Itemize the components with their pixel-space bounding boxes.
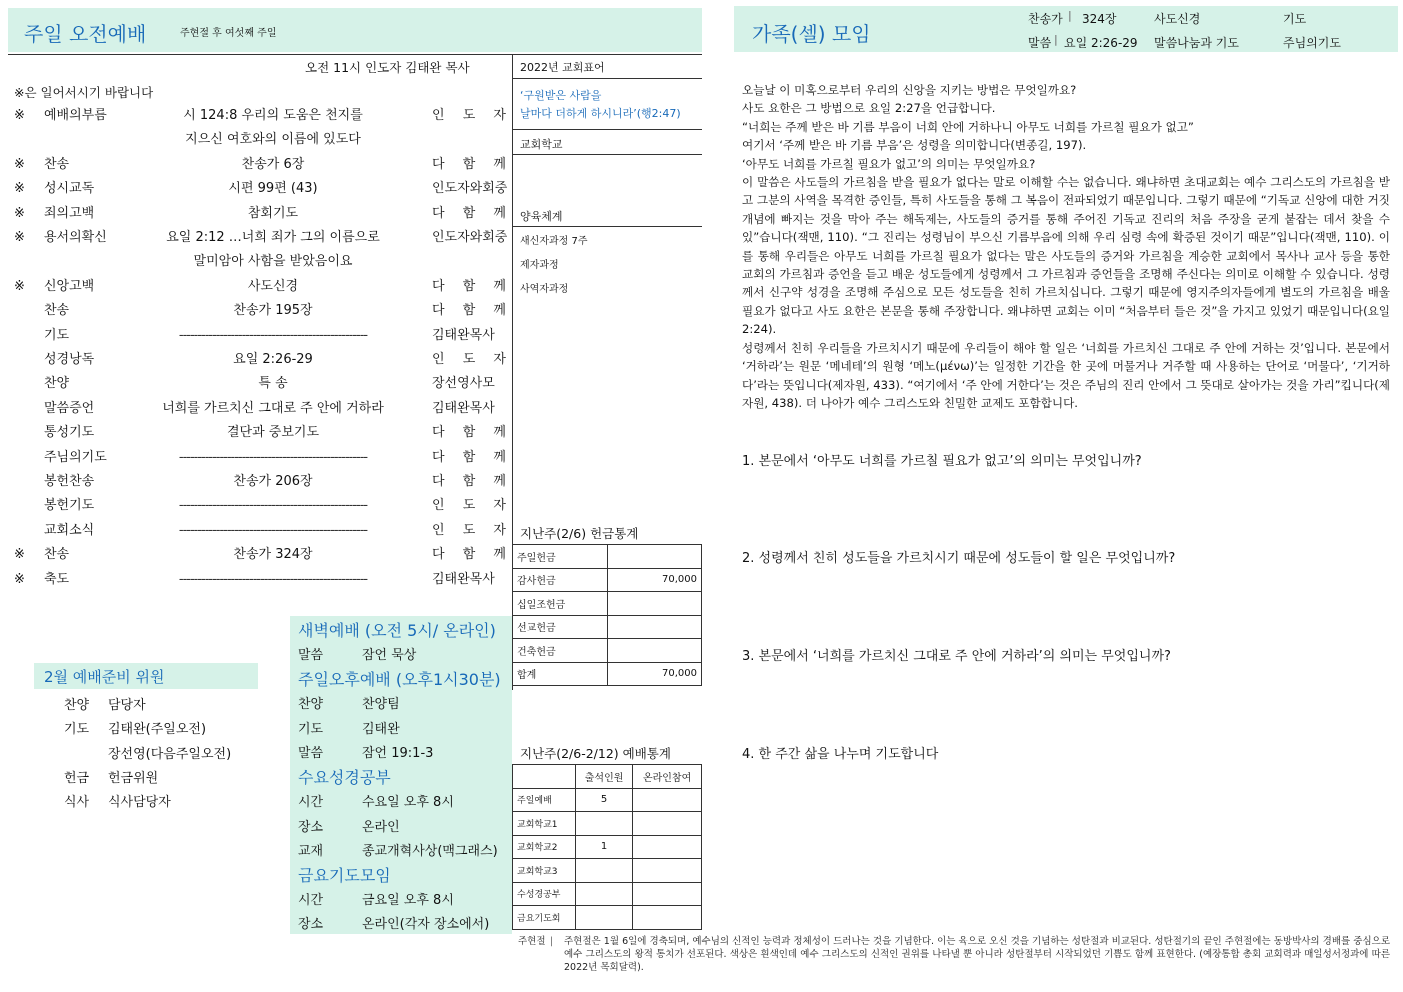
motto-underline xyxy=(512,78,702,79)
prep-person: 식사담당자 xyxy=(108,795,171,811)
service-row xyxy=(0,324,512,348)
stand-mark: ※ xyxy=(14,156,25,172)
service-row xyxy=(0,519,512,543)
service-content: 시 124:8 우리의 도움은 천지를 xyxy=(183,108,363,123)
attendance-label: 교회학교2 xyxy=(513,835,576,859)
attendance-table xyxy=(512,764,702,930)
discussion-question: 4. 한 주간 삶을 나누며 기도합니다 xyxy=(742,747,939,762)
offering-amount xyxy=(608,615,702,639)
schedule-value: 찬양팀 xyxy=(362,697,400,713)
prep-person: 담당자 xyxy=(108,698,146,713)
attendance-label: 교회학교1 xyxy=(513,812,576,836)
attendance-header-row xyxy=(513,765,702,789)
service-item: 찬송 xyxy=(44,156,70,172)
prep-role: 식사 xyxy=(64,795,90,811)
offering-row xyxy=(513,639,702,663)
service-leader: 인 도 자 xyxy=(432,498,506,514)
attendance-online xyxy=(633,906,702,930)
attendance-online xyxy=(633,812,702,836)
service-item: 찬송 xyxy=(44,547,70,563)
service-row xyxy=(0,543,512,567)
schedule-value: 수요일 오후 8시 xyxy=(362,795,454,811)
service-row xyxy=(0,226,512,250)
service-leader: 다 함 께 xyxy=(432,156,506,172)
cell-creed: 사도신경 xyxy=(1154,12,1201,26)
service-item: 기도 xyxy=(44,327,70,343)
schedule-key: 말씀 xyxy=(298,745,324,761)
service-content: --------------------------------------------------- xyxy=(178,522,368,538)
training-underline xyxy=(512,226,702,227)
discussion-question: 3. 본문에서 ‘너희를 가르치신 그대로 주 안에 거하라’의 의미는 무엇입니까? xyxy=(742,649,1171,664)
attendance-row xyxy=(513,835,702,859)
schedule-title: 주일오후예배 (오후1시30분) xyxy=(298,670,501,690)
cell-lords-prayer: 주님의기도 xyxy=(1283,36,1341,50)
service-row xyxy=(0,421,512,445)
stand-mark: ※ xyxy=(14,547,25,563)
offering-amount xyxy=(608,592,702,616)
service-row xyxy=(0,348,512,372)
service-leader: 인도자와회중 xyxy=(432,181,508,197)
service-content: 참회기도 xyxy=(247,205,299,221)
service-content: --------------------------------------------------- xyxy=(178,327,368,343)
schedule-title: 새벽예배 (오전 5시/ 온라인) xyxy=(298,621,496,640)
offering-table xyxy=(512,544,702,686)
offering-label: 감사헌금 xyxy=(513,568,608,592)
service-content: 찬송가 195장 xyxy=(233,303,313,319)
service-content: 사도신경 xyxy=(247,278,299,294)
service-content: 시편 99편 (43) xyxy=(228,181,318,197)
schedule-key: 시간 xyxy=(298,795,324,811)
stand-mark: ※ xyxy=(14,181,25,197)
service-item: 봉헌찬송 xyxy=(44,474,95,489)
stand-mark: ※ xyxy=(14,278,25,294)
leader-line: 오전 11시 인도자 김태완 목사 xyxy=(305,60,470,75)
offering-label: 선교헌금 xyxy=(513,615,608,639)
service-content: 찬송가 324장 xyxy=(233,547,313,563)
service-row xyxy=(0,153,512,177)
article-paragraph: 오늘날 이 미혹으로부터 우리의 신앙을 지키는 방법은 무엇일까요? xyxy=(742,83,1077,97)
service-leader: 인 도 자 xyxy=(432,352,506,367)
schedule-key: 장소 xyxy=(298,917,324,933)
attendance-header xyxy=(513,765,576,789)
schedule-value: 잠언 19:1-3 xyxy=(362,745,434,761)
offering-row xyxy=(513,615,702,639)
schedule-value: 온라인 xyxy=(362,819,400,835)
offering-amount xyxy=(608,639,702,663)
service-leader: 다 함 께 xyxy=(432,449,506,465)
schedule-key: 찬양 xyxy=(298,697,324,713)
service-leader: 인 도 자 xyxy=(432,108,506,123)
worship-title: 주일 오전예배 xyxy=(24,22,147,46)
prep-title: 2월 예배준비 위원 xyxy=(44,668,165,686)
service-content: 말미암아 사함을 받았음이요 xyxy=(193,254,353,270)
offering-label: 건축헌금 xyxy=(513,639,608,663)
schedule-value: 잠언 묵상 xyxy=(362,648,417,663)
service-leader: 장선영사모 xyxy=(432,376,495,392)
service-item: 말씀증언 xyxy=(44,400,95,416)
service-leader: 다 함 께 xyxy=(432,425,506,441)
worship-subtitle: 주현절 후 여섯째 주일 xyxy=(180,28,277,39)
schedule-value: 종교개혁사상(맥그래스) xyxy=(362,843,498,859)
attendance-online xyxy=(633,788,702,812)
service-item: 용서의확신 xyxy=(44,230,107,245)
service-leader: 김태완목사 xyxy=(432,327,495,343)
attendance-label: 교회학교3 xyxy=(513,859,576,883)
footnote-sep: | xyxy=(550,936,554,947)
cell-hymn-label: 찬송가 xyxy=(1028,12,1063,26)
service-row xyxy=(0,202,512,226)
service-item: 성경낭독 xyxy=(44,352,95,367)
service-content: 요일 2:26-29 xyxy=(233,352,313,367)
service-content: 결단과 중보기도 xyxy=(226,425,320,441)
prep-header xyxy=(34,663,258,689)
prep-role: 헌금 xyxy=(64,770,90,786)
service-item: 교회소식 xyxy=(44,522,95,538)
schedule-value: 금요일 오후 8시 xyxy=(362,893,454,909)
prep-role: 찬양 xyxy=(64,698,90,713)
attendance-online xyxy=(633,882,702,906)
service-content: --------------------------------------------------- xyxy=(178,449,368,465)
service-leader: 다 함 께 xyxy=(432,205,506,221)
footnote-label: 주현절 xyxy=(518,936,546,947)
service-row xyxy=(0,177,512,201)
article-paragraph: ‘아무도 너희를 가르칠 필요가 없고’의 의미는 무엇일까요? xyxy=(742,156,1036,171)
footnote-text: 주현절은 1월 6일에 경축되며, 예수님의 신적인 능력과 정체성이 드러나는 것을 기념한다. 이는 육으로 오신 것을 기념하는 성탄절과 비교된다. 성탄절기의 끝인 주현절에는 동방박사의 경배를 중심으로 예수 그리스도의 왕적 통치가 선포된다. 색상은 흰색인데 예수 그리스도의 신적인 권위를 나타낼 뿐 아니라 성탄절부터 시작되었던 기쁨도 함께 표현한다. (예장통합 총회 교회력과 매일성서정과에 따른 2022년 목회달력). xyxy=(564,936,1390,973)
service-row xyxy=(0,470,512,494)
schedule-value: 김태완 xyxy=(362,721,400,737)
service-item: 찬송 xyxy=(44,303,70,319)
service-item: 축도 xyxy=(44,571,70,587)
attendance-row xyxy=(513,788,702,812)
offering-label: 십일조헌금 xyxy=(513,592,608,616)
service-row xyxy=(0,372,512,396)
schedule-value: 온라인(각자 장소에서) xyxy=(362,917,490,933)
cell-article xyxy=(742,81,1390,412)
service-row xyxy=(0,446,512,470)
cell-hymn-sep: | xyxy=(1068,9,1072,22)
motto-line-1: ‘구원받은 사람을 xyxy=(520,89,602,102)
prep-person: 장선영(다음주일오전) xyxy=(108,746,232,762)
church-school-label: 교회학교 xyxy=(520,138,563,151)
schedule-key: 교재 xyxy=(298,843,324,859)
service-item: 성시교독 xyxy=(44,181,95,197)
attendance-header: 출석인원 xyxy=(576,765,633,789)
order-of-service xyxy=(0,0,512,600)
service-content: 지으신 여호와의 이름에 있도다 xyxy=(185,132,361,148)
prep-person: 헌금위원 xyxy=(108,770,159,786)
cell-share: 말씀나눔과 기도 xyxy=(1154,36,1239,50)
article-paragraph: “너희는 주께 받은 바 기름 부음이 너희 안에 거하나니 아무도 너희를 가르칠 필요가 없고” xyxy=(742,119,1194,134)
stand-mark: ※ xyxy=(14,571,25,587)
attendance-count xyxy=(576,859,633,883)
offering-row xyxy=(513,545,702,569)
motto-title: 2022년 교회표어 xyxy=(520,61,605,74)
service-item: 예배의부름 xyxy=(44,108,107,123)
attendance-online xyxy=(633,859,702,883)
service-row xyxy=(0,494,512,518)
attendance-count xyxy=(576,812,633,836)
schedule-key: 장소 xyxy=(298,819,324,835)
attendance-label: 주일예배 xyxy=(513,788,576,812)
service-item: 신앙고백 xyxy=(44,278,95,294)
offering-amount: 70,000 xyxy=(608,662,702,686)
discussion-question: 2. 성령께서 친히 성도들을 가르치시기 때문에 성도들이 할 일은 무엇입니까? xyxy=(742,551,1176,566)
service-item: 죄의고백 xyxy=(44,205,95,221)
service-row xyxy=(0,128,512,152)
service-leader: 다 함 께 xyxy=(432,278,506,294)
offering-amount xyxy=(608,545,702,569)
service-leader: 김태완목사 xyxy=(432,400,495,416)
service-leader: 김태완목사 xyxy=(432,571,495,587)
attendance-row xyxy=(513,906,702,930)
attendance-count xyxy=(576,882,633,906)
prep-person: 김태완(주일오전) xyxy=(108,722,207,738)
attendance-label: 수성경공부 xyxy=(513,882,576,906)
service-row xyxy=(0,275,512,299)
schedule-key: 말씀 xyxy=(298,648,324,663)
cell-prayer: 기도 xyxy=(1283,12,1307,26)
header-underline xyxy=(8,54,702,55)
service-row xyxy=(0,250,512,274)
prep-role: 기도 xyxy=(64,722,90,738)
schedule-key: 시간 xyxy=(298,893,324,909)
schedule-title: 금요기도모임 xyxy=(298,866,391,886)
service-content: 특 송 xyxy=(258,376,288,392)
motto-bottom-rule xyxy=(512,129,702,130)
attendance-count: 1 xyxy=(576,835,633,859)
article-paragraph: 여기서 ‘주께 받은 바 기름 부음’은 성령을 의미합니다(변종길, 197). xyxy=(742,138,1087,153)
course-minister: 사역자과정 xyxy=(520,284,569,295)
service-row xyxy=(0,299,512,323)
attendance-title: 지난주(2/6-2/12) 예배통계 xyxy=(520,746,671,761)
offering-row xyxy=(513,592,702,616)
cell-word-sep: | xyxy=(1054,33,1058,46)
stand-mark: ※ xyxy=(14,230,25,245)
service-row xyxy=(0,104,512,128)
footnote xyxy=(518,935,1390,974)
motto-line-2: 날마다 더하게 하시니라’(행2:47) xyxy=(520,107,681,120)
service-leader: 인도자와회중 xyxy=(432,230,508,245)
training-label: 양육체계 xyxy=(520,210,563,223)
schedule-key: 기도 xyxy=(298,721,324,737)
cell-title: 가족(셀) 모임 xyxy=(752,22,871,46)
offering-label: 주일헌금 xyxy=(513,545,608,569)
attendance-row xyxy=(513,882,702,906)
service-content: --------------------------------------------------- xyxy=(178,498,368,514)
service-item: 봉헌기도 xyxy=(44,498,95,514)
stand-mark: ※ xyxy=(14,108,25,123)
attendance-header: 온라인참여 xyxy=(633,765,702,789)
service-row xyxy=(0,568,512,592)
attendance-row xyxy=(513,812,702,836)
article-paragraph: 성령께서 친히 우리들을 가르치시기 때문에 우리들이 해야 할 일은 ‘너희를 가르치신 그대로 주 안에 거하는 것’입니다. 본문에서 ‘거하라’는 원문 ‘메네테’의 원형 ‘메노(μένω)’는 일정한 기간을 한 곳에 머물거나 거주할 때 사용하는 단어로 ‘머물다’, ‘기거하다’라는 뜻입니다(제자원, 433). “여기에서 ‘주 안에 거한다’는 것은 주님의 진리 안에서 그 뜻대로 살아가는 것을 가리”킵니다(제자원, 438). 더 나아가 예수 그리스도와 친밀한 교제도 포함합니다. xyxy=(742,340,1390,410)
service-content: 요일 2:12 …너희 죄가 그의 이름으로 xyxy=(166,230,380,245)
service-item: 통성기도 xyxy=(44,425,95,441)
offering-title: 지난주(2/6) 헌금통계 xyxy=(520,526,639,541)
service-row xyxy=(0,397,512,421)
course-disciple: 제자과정 xyxy=(520,260,559,271)
article-paragraph: 사도 요한은 그 방법으로 요일 2:27을 언급합니다. xyxy=(742,101,996,116)
offering-row xyxy=(513,662,702,686)
discussion-question: 1. 본문에서 ‘아무도 너희를 가르칠 필요가 없고’의 의미는 무엇입니까? xyxy=(742,454,1142,469)
service-content: 너희를 가르치신 그대로 주 안에 거하라 xyxy=(162,400,384,416)
schedule-title: 수요성경공부 xyxy=(298,768,391,788)
service-leader: 다 함 께 xyxy=(432,547,506,563)
service-item: 찬양 xyxy=(44,376,70,392)
attendance-count xyxy=(576,906,633,930)
school-underline xyxy=(512,154,702,155)
offering-label: 합계 xyxy=(513,662,608,686)
service-content: --------------------------------------------------- xyxy=(178,571,368,587)
cell-word-label: 말씀 xyxy=(1028,36,1052,50)
service-leader: 다 함 께 xyxy=(432,303,506,319)
service-leader: 다 함 께 xyxy=(432,474,506,489)
attendance-online xyxy=(633,835,702,859)
offering-amount: 70,000 xyxy=(608,568,702,592)
cell-word-ref: 요일 2:26-29 xyxy=(1064,36,1138,50)
service-content: 찬송가 206장 xyxy=(233,474,313,489)
attendance-label: 금요기도회 xyxy=(513,906,576,930)
offering-row xyxy=(513,568,702,592)
course-new-believer: 새신자과정 7주 xyxy=(520,236,588,247)
service-content: 찬송가 6장 xyxy=(241,156,305,172)
cell-hymn-number: 324장 xyxy=(1082,12,1117,26)
service-item: 주님의기도 xyxy=(44,449,107,465)
attendance-row xyxy=(513,859,702,883)
stand-mark: ※ xyxy=(14,205,25,221)
service-leader: 인 도 자 xyxy=(432,522,506,538)
stand-note: ※은 일어서시기 바랍니다 xyxy=(14,85,154,100)
attendance-count: 5 xyxy=(576,788,633,812)
article-paragraph: 이 말씀은 사도들의 가르침을 받을 필요가 없다는 말로 이해할 수는 없습니다. 왜냐하면 초대교회는 예수 그리스도의 가르침을 받고 그분의 사역을 목격한 증인들, 특히 사도들을 통해 그 복음이 전파되었기 때문입니다. 그렇기 때문에 “기독교 신앙에 대한 거짓 개념에 빠지는 것을 막아 주는 해독제는, 사도들의 증거를 통해 주어진 기독교 진리의 처음 주장을 굳게 붙잡는 데서 찾을 수 있”습니다(잭맨, 110). “그 진리는 성령님이 부으신 기름부음에 의해 우리 심령 속에 확증된 것이기 때문”입니다(잭맨, 110). 이를 통해 우리들은 아무도 너희를 가르칠 필요가 없다는 말은 사도들의 증거와 가르침을 계승한 교회에서 목사나 교사 등을 통한 교회의 가르침과 증언을 듣고 배운 성도들에게 성령께서 그 가르침과 증언들을 조명해 주신다는 의미로 이해할 수 있습니다. 성령께서 신구약 성경을 조명해 주심으로 모든 성도들을 친히 가르치십니다. 그렇기 때문에 영지주의자들에게 별도의 가르침을 배울 필요가 없다고 사도 요한은 본문을 통해 주장합니다. 왜냐하면 교회는 이미 “처음부터 들은 것”을 가지고 있었기 때문입니다(요일 2:24). xyxy=(742,175,1390,337)
